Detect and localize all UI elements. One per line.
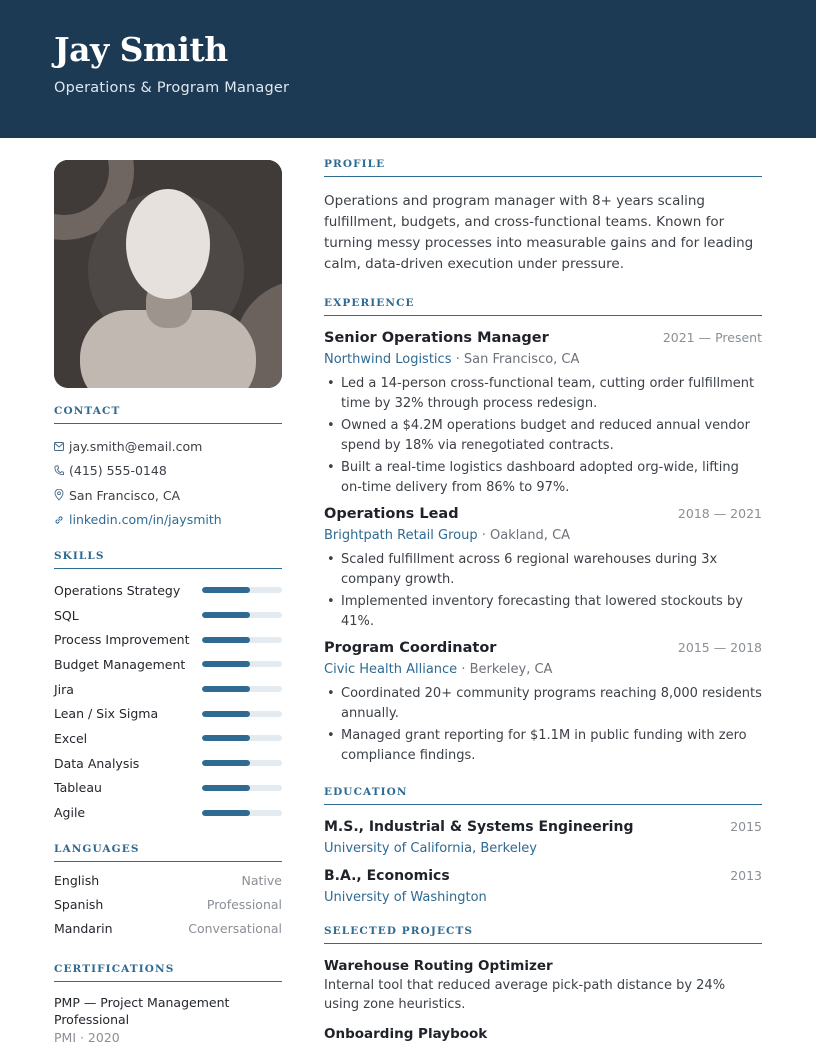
skill-level-bar xyxy=(202,711,282,717)
skill-name: Lean / Six Sigma xyxy=(54,706,159,722)
skill-level-bar xyxy=(202,686,282,692)
phone-icon xyxy=(54,465,64,477)
linkedin-link[interactable]: linkedin.com/in/jaysmith xyxy=(69,512,222,528)
skills-section xyxy=(54,550,282,825)
phone-text: (415) 555-0148 xyxy=(69,463,167,479)
skill-level-bar xyxy=(202,637,282,643)
language-row xyxy=(54,921,282,945)
language-level: Professional xyxy=(206,897,282,913)
skill-name: Agile xyxy=(54,805,86,821)
job-company-line xyxy=(324,352,762,367)
education-heading: EDUCATION xyxy=(324,786,762,805)
job-header xyxy=(324,506,762,522)
profile-section xyxy=(324,158,762,275)
skill-row xyxy=(54,751,282,776)
email-text: jay.smith@email.com xyxy=(69,438,203,454)
skill-name: Jira xyxy=(54,681,74,697)
skill-level-bar xyxy=(202,735,282,741)
graduation-year: 2013 xyxy=(730,868,762,883)
job-bullet: • Implemented inventory forecasting that lowered stockouts by 41%. xyxy=(324,592,762,632)
skill-level-fill xyxy=(202,711,250,717)
skill-name: Excel xyxy=(54,730,88,746)
job-location: · San Francisco, CA xyxy=(451,352,580,367)
job-list xyxy=(324,330,762,766)
job-dates: 2021 — Present xyxy=(662,330,762,345)
avatar-placeholder-icon xyxy=(54,160,282,388)
company-name: Northwind Logistics xyxy=(324,352,452,367)
skill-level-bar xyxy=(202,612,282,618)
project-description: Internal tool that reduced average pick-path distance by 24% using zone heuristics. xyxy=(324,978,726,1012)
education-entry xyxy=(324,868,762,905)
certifications-section xyxy=(54,963,282,1045)
degree: B.A., Economics xyxy=(324,868,450,884)
contact-phone[interactable] xyxy=(54,459,282,484)
skill-name: Data Analysis xyxy=(54,755,140,771)
skill-row xyxy=(54,603,282,628)
skill-level-fill xyxy=(202,785,250,791)
languages-list xyxy=(54,873,282,946)
header-banner xyxy=(0,0,816,138)
contact-location xyxy=(54,483,282,508)
job-header xyxy=(324,330,762,346)
job-title: Senior Operations Manager xyxy=(324,330,549,346)
skill-level-bar xyxy=(202,661,282,667)
language-name: Mandarin xyxy=(54,921,113,937)
job-title: Operations Lead xyxy=(324,506,459,522)
projects-list xyxy=(324,958,762,1042)
language-name: English xyxy=(54,872,100,888)
skill-row xyxy=(54,701,282,726)
job-location: · Oakland, CA xyxy=(477,528,571,543)
skill-row xyxy=(54,627,282,652)
skill-level-fill xyxy=(202,587,250,593)
contact-section xyxy=(54,405,282,532)
skill-level-fill xyxy=(202,810,250,816)
contact-email[interactable] xyxy=(54,434,282,459)
profile-photo xyxy=(54,160,282,388)
company-name: Brightpath Retail Group xyxy=(324,528,478,543)
skill-level-fill xyxy=(202,686,250,692)
candidate-name: Jay Smith xyxy=(54,30,228,69)
project-name: Onboarding Playbook xyxy=(324,1026,488,1042)
skill-row xyxy=(54,726,282,751)
education-list xyxy=(324,819,762,905)
projects-section xyxy=(324,925,762,1042)
job-company-line xyxy=(324,528,762,543)
languages-heading: LANGUAGES xyxy=(54,843,282,862)
education-header xyxy=(324,868,762,884)
languages-section xyxy=(54,843,282,946)
skill-level-fill xyxy=(202,637,250,643)
education-section xyxy=(324,786,762,905)
cert-meta: PMI · 2020 xyxy=(54,1029,120,1045)
candidate-title: Operations & Program Manager xyxy=(54,80,290,96)
education-header xyxy=(324,819,762,835)
school-name: University of California, Berkeley xyxy=(324,841,537,856)
job-header xyxy=(324,640,762,656)
skill-level-fill xyxy=(202,760,250,766)
skill-row xyxy=(54,652,282,677)
language-level: Conversational xyxy=(188,921,282,937)
contact-linkedin[interactable] xyxy=(54,508,282,533)
job-bullets xyxy=(324,684,762,766)
cert-name: PMP — Project Management Professional xyxy=(54,994,230,1027)
job-title: Program Coordinator xyxy=(324,640,497,656)
job-bullets xyxy=(324,550,762,632)
school-name: University of Washington xyxy=(324,890,487,905)
contact-heading: CONTACT xyxy=(54,405,282,424)
location-pin-icon xyxy=(54,489,64,501)
skill-level-bar xyxy=(202,587,282,593)
skill-name: Process Improvement xyxy=(54,632,190,648)
job-bullet: • Built a real-time logistics dashboard adopted org-wide, lifting on-time delivery from 86% to 97%. xyxy=(324,458,762,498)
job-bullet: • Owned a $4.2M operations budget and reduced annual vendor spend by 18% via renegotiated contracts. xyxy=(324,416,762,456)
skills-heading: SKILLS xyxy=(54,550,282,569)
language-level: Native xyxy=(241,872,282,888)
skill-level-fill xyxy=(202,735,250,741)
experience-heading: EXPERIENCE xyxy=(324,297,762,316)
skill-name: Tableau xyxy=(54,780,102,796)
skill-level-fill xyxy=(202,661,250,667)
company-name: Civic Health Alliance xyxy=(324,662,458,677)
language-name: Spanish xyxy=(54,897,104,913)
job-dates: 2015 — 2018 xyxy=(677,640,762,655)
skill-row xyxy=(54,776,282,801)
skill-row xyxy=(54,578,282,603)
job-bullets xyxy=(324,374,762,498)
skill-level-bar xyxy=(202,785,282,791)
skills-list xyxy=(54,578,282,825)
project-name: Warehouse Routing Optimizer xyxy=(324,958,553,974)
job-bullet: • Coordinated 20+ community programs reaching 8,000 residents annually. xyxy=(324,684,762,724)
skill-name: Operations Strategy xyxy=(54,582,181,598)
language-row xyxy=(54,897,282,921)
project-entry xyxy=(324,958,762,1014)
skill-row xyxy=(54,800,282,825)
skill-level-fill xyxy=(202,612,250,618)
degree: M.S., Industrial & Systems Engineering xyxy=(324,819,634,835)
language-row xyxy=(54,873,282,897)
profile-summary: Operations and program manager with 8+ years scaling fulfillment, budgets, and cross-functional teams. Known for turning messy processes into measurable gains and for leading calm, data-driven execution under pressure. xyxy=(324,193,754,272)
skill-level-bar xyxy=(202,760,282,766)
job-location: · Berkeley, CA xyxy=(457,662,553,677)
education-entry xyxy=(324,819,762,856)
mail-icon xyxy=(54,440,64,452)
left-column xyxy=(54,160,282,1045)
job-bullet: • Scaled fulfillment across 6 regional warehouses during 3x company growth. xyxy=(324,550,762,590)
skill-row xyxy=(54,677,282,702)
experience-section xyxy=(324,297,762,766)
skill-name: SQL xyxy=(54,607,79,623)
projects-heading: SELECTED PROJECTS xyxy=(324,925,762,944)
skill-name: Budget Management xyxy=(54,656,186,672)
job-entry xyxy=(324,330,762,498)
right-column xyxy=(324,158,762,1042)
job-bullet: • Managed grant reporting for $1.1M in public funding with zero compliance findings. xyxy=(324,726,762,766)
job-dates: 2018 — 2021 xyxy=(677,506,762,521)
link-icon xyxy=(54,514,64,526)
profile-heading: PROFILE xyxy=(324,158,762,177)
job-entry xyxy=(324,506,762,632)
job-company-line xyxy=(324,662,762,677)
skill-level-bar xyxy=(202,810,282,816)
project-entry xyxy=(324,1026,762,1042)
graduation-year: 2015 xyxy=(730,819,762,834)
certifications-heading: CERTIFICATIONS xyxy=(54,963,282,982)
location-text: San Francisco, CA xyxy=(69,487,181,503)
job-bullet: • Led a 14-person cross-functional team, cutting order fulfillment time by 32% through process redesign. xyxy=(324,374,762,414)
job-entry xyxy=(324,640,762,766)
